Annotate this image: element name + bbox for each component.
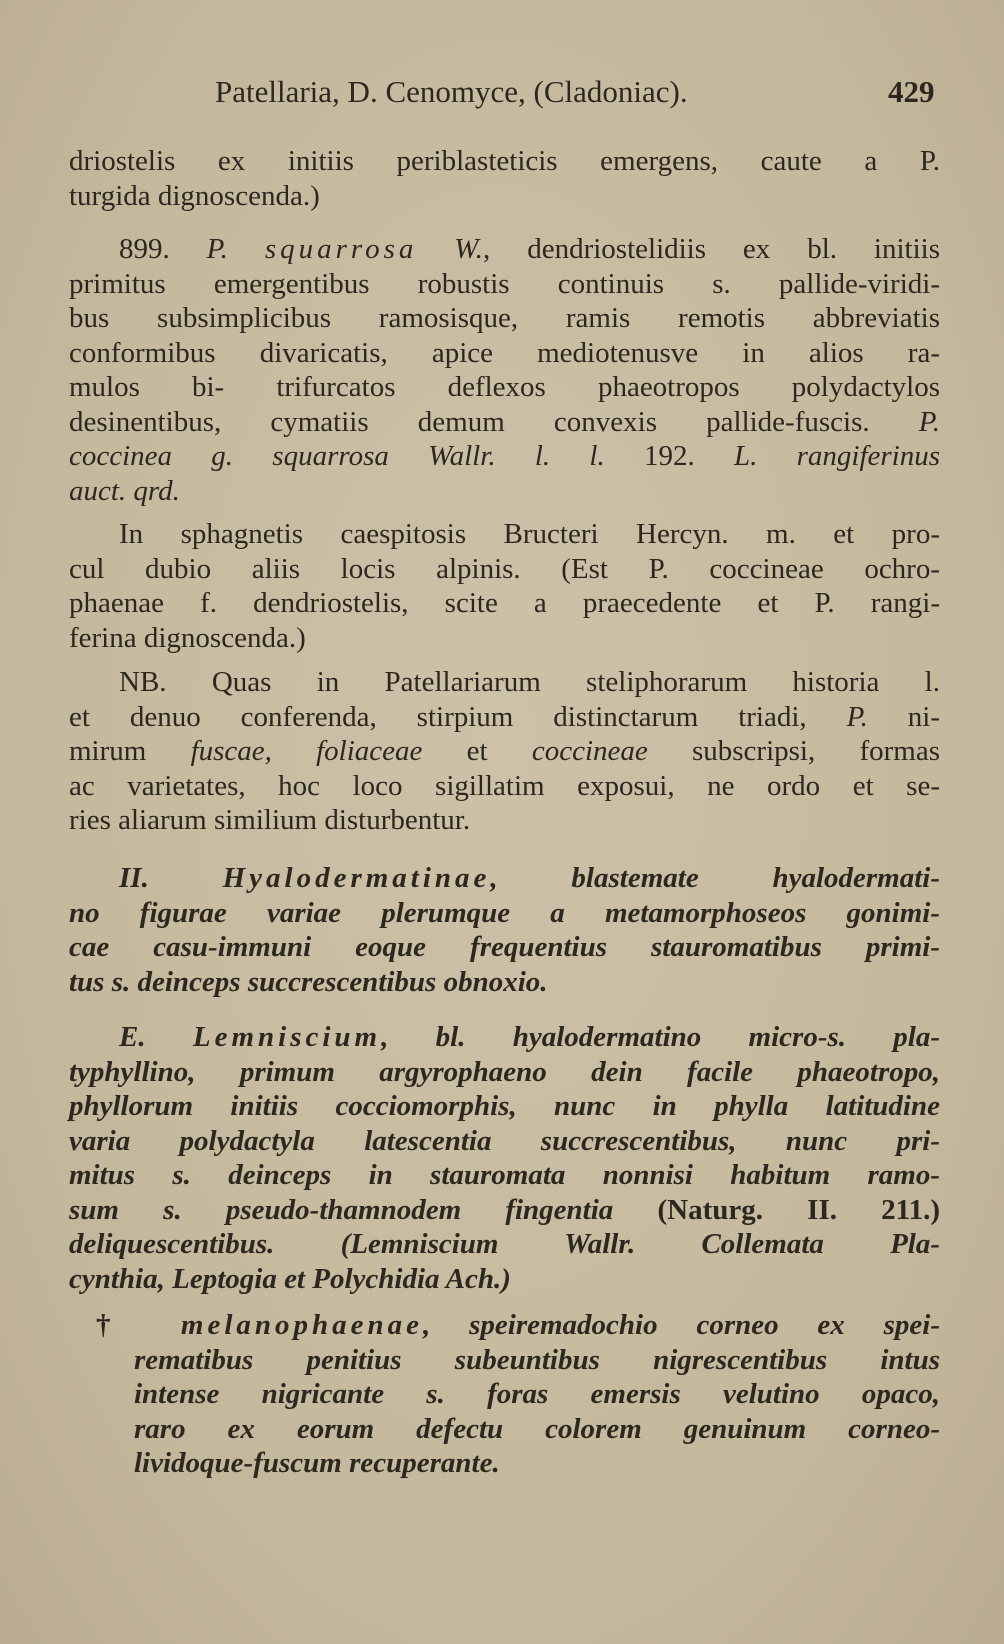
italic-text: L. rangiferinus — [694, 440, 940, 472]
page-number: 429 — [888, 74, 935, 109]
text-line — [69, 179, 940, 214]
p-melanophaenae — [96, 1308, 941, 1481]
text-line — [69, 965, 940, 1000]
roman-text: mirum — [69, 735, 191, 767]
italic-text: P. — [918, 405, 940, 438]
italic-text: sum s. pseudo-thamnodem fingentia — [69, 1193, 658, 1226]
roman-text: ac varietates, hoc loco sigillatim exposui, ne ordo et se- — [69, 769, 940, 802]
p-nota-bene — [69, 665, 940, 838]
text-line — [134, 1412, 940, 1447]
italic-text: tus s. deinceps succrescentibus obnoxio. — [69, 965, 548, 998]
roman-text: NB. Quas in Patellariarum steliphorarum historia l. — [119, 666, 940, 698]
running-head: Patellaria, D. Cenomyce, (Cladoniac). — [215, 74, 688, 109]
text-line — [69, 517, 940, 552]
text-line — [69, 439, 940, 474]
text-line — [69, 267, 940, 302]
p-lemniscium — [69, 1020, 940, 1296]
italic-text: squarrosa — [264, 233, 418, 265]
roman-text: bus subsimplicibus ramosisque, ramis remotis abbreviatis — [69, 302, 940, 334]
p-hyalodermatinae — [69, 861, 940, 999]
text-line — [69, 769, 940, 804]
italic-text: auct. qrd. — [69, 474, 180, 507]
italic-text: lividoque-fuscum recuperante. — [134, 1447, 500, 1479]
italic-text: P. — [206, 233, 265, 265]
text-line — [69, 930, 940, 965]
text-line — [69, 232, 940, 267]
roman-text: primitus emergentibus robustis continuis s. pallide-viridi- — [69, 267, 940, 300]
text-line — [69, 665, 940, 700]
roman-text: desinentibus, cymatiis demum convexis pallide-fuscis. — [69, 405, 919, 438]
roman-text: phaenae f. dendriostelis, scite a praecedente et P. rangi- — [69, 587, 940, 619]
text-line — [69, 474, 940, 509]
text-line — [69, 1089, 940, 1124]
text-line — [134, 1343, 940, 1378]
italic-text: melanophaenae — [180, 1309, 424, 1341]
roman-text: et — [422, 735, 532, 767]
text-line — [69, 144, 940, 179]
italic-text: , blastemate hyalodermati- — [490, 862, 940, 894]
roman-text: , dendriostelidiis ex bl. initiis — [483, 233, 940, 265]
italic-text: Lemniscium — [192, 1021, 382, 1053]
text-line — [134, 1446, 940, 1481]
roman-text: mulos bi- trifurcatos deflexos phaeotropos polydactylos — [69, 371, 940, 403]
text-line — [69, 1158, 940, 1193]
italic-text: W. — [417, 233, 484, 265]
italic-text: coccineae — [531, 735, 648, 767]
text-line — [69, 734, 940, 769]
italic-text: deliquescentibus. (Lemniscium Wallr. Collemata Pla- — [69, 1228, 940, 1260]
p-continuation — [69, 144, 940, 213]
italic-text: cae casu-immuni eoque frequentius stauromatibus primi- — [69, 931, 940, 963]
text-line — [69, 1055, 940, 1090]
italic-text: raro ex eorum defectu colorem genuinum corneo- — [134, 1412, 940, 1445]
italic-text: , bl. hyalodermatino micro-s. pla- — [381, 1021, 941, 1053]
italic-text: E. — [119, 1021, 193, 1053]
roman-text: In sphagnetis caespitosis Bructeri Hercyn. m. et pro- — [119, 518, 940, 550]
roman-text: 192. — [643, 440, 695, 472]
text-line — [69, 700, 940, 735]
roman-text: et denuo conferenda, stirpium distinctarum triadi, — [69, 700, 847, 733]
italic-text: phyllorum initiis cocciomorphis, nunc in phylla latitudine — [69, 1090, 940, 1122]
italic-text: coccinea g. squarrosa Wallr. l. l. — [69, 440, 644, 472]
text-line — [69, 370, 940, 405]
roman-text: ferina dignoscenda.) — [69, 621, 306, 654]
text-line — [69, 896, 940, 931]
text-line — [69, 1124, 940, 1159]
italic-text: rematibus penitius subeuntibus nigrescentibus intus — [134, 1343, 940, 1376]
roman-text: 899. — [119, 233, 207, 265]
italic-text: mitus s. deinceps in stauromata nonnisi habitum ramo- — [69, 1159, 940, 1191]
italic-text: cynthia, Leptogia et Polychidia Ach.) — [69, 1262, 511, 1295]
italic-text: , speiremadochio corneo ex spei- — [423, 1309, 941, 1341]
text-line — [69, 861, 940, 896]
p-899-squarrosa — [69, 232, 940, 508]
italic-text: intense nigricante s. foras emersis velutino opaco, — [134, 1378, 940, 1410]
italic-text: fuscae, foliaceae — [190, 735, 423, 767]
text-line — [69, 1227, 940, 1262]
italic-text: varia polydactyla latescentia succrescentibus, nunc pri- — [69, 1124, 940, 1157]
italic-text: no figurae variae plerumque a metamorphoseos gonimi- — [69, 896, 940, 929]
roman-text: (Naturg. II. 211.) — [657, 1193, 940, 1226]
roman-text: driostelis ex initiis periblasteticis emergens, caute a P. — [69, 145, 940, 177]
text-line — [96, 1308, 940, 1343]
italic-text: P. — [846, 700, 868, 733]
text-line — [134, 1377, 940, 1412]
text-line — [69, 621, 940, 656]
text-line — [69, 1262, 940, 1297]
p-habitat — [69, 517, 940, 655]
italic-text: Hyalodermatinae — [222, 862, 491, 894]
roman-text: ni- — [867, 700, 941, 733]
italic-text: II. — [119, 862, 223, 894]
roman-text: subscripsi, formas — [647, 735, 940, 767]
text-line — [69, 301, 940, 336]
roman-text: turgida dignoscenda.) — [69, 179, 320, 212]
text-line — [69, 405, 940, 440]
text-line — [69, 1020, 940, 1055]
text-line — [69, 1193, 940, 1228]
text-line — [69, 803, 940, 838]
text-line — [69, 586, 940, 621]
text-line — [69, 552, 940, 587]
roman-text: conformibus divaricatis, apice mediotenusve in alios ra- — [69, 336, 940, 369]
roman-text: † — [96, 1309, 181, 1341]
italic-text: typhyllino, primum argyrophaeno dein facile phaeotropo, — [69, 1055, 940, 1088]
text-line — [69, 336, 940, 371]
roman-text: cul dubio aliis locis alpinis. (Est P. coccineae ochro- — [69, 552, 940, 585]
roman-text: ries aliarum similium disturbentur. — [69, 804, 471, 836]
